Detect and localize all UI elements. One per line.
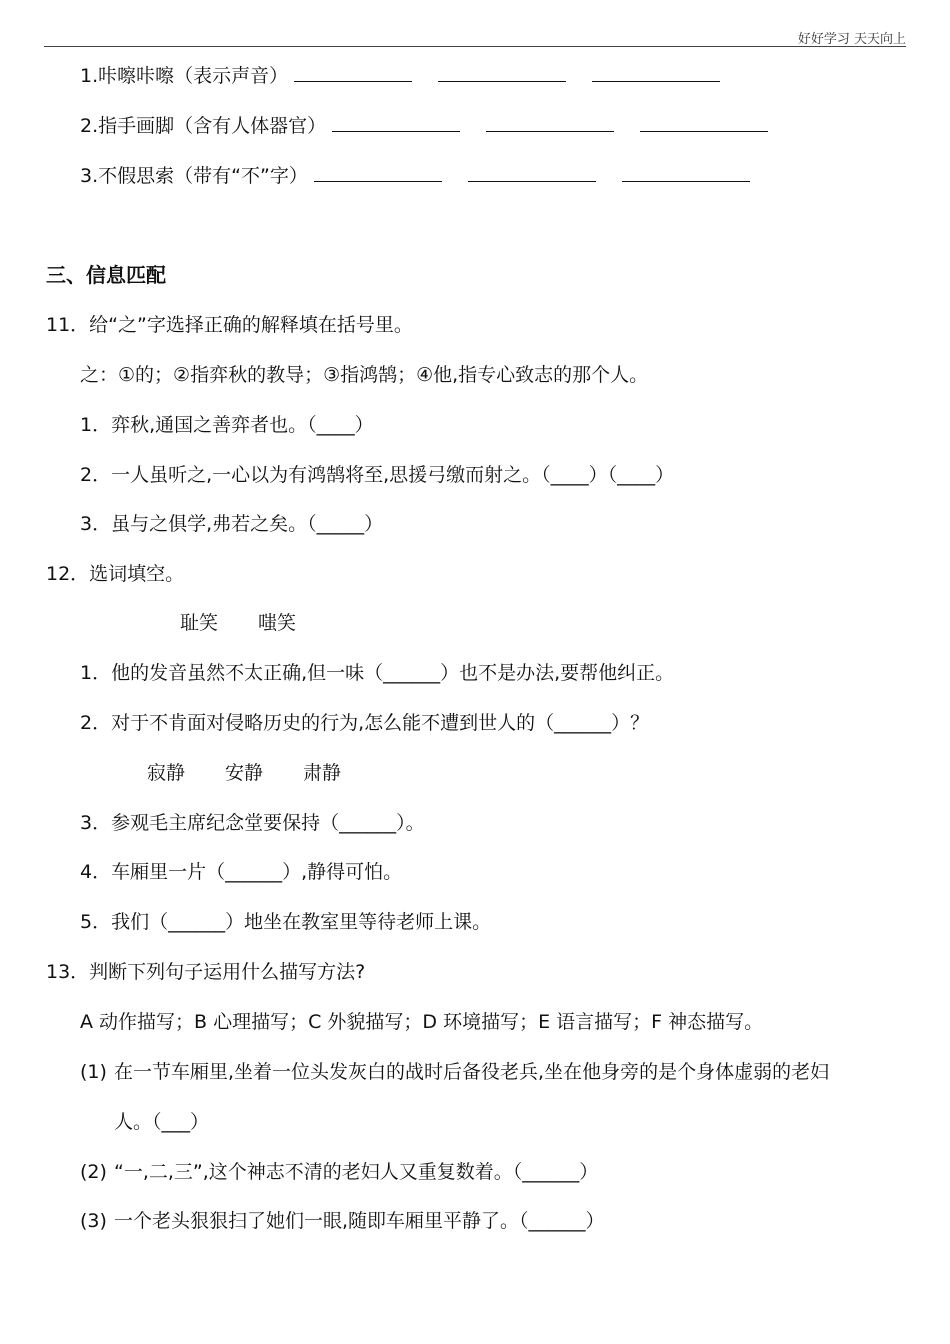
word-option: 肃静	[303, 762, 342, 784]
q11-stem: 11．给“之”字选择正确的解释填在括号里。	[46, 314, 413, 336]
q12-item-5: 5．我们（______）地坐在教室里等待老师上课。	[80, 911, 492, 933]
q13-item-2	[80, 1158, 598, 1186]
word-option: 寂静	[147, 762, 186, 784]
word-option: 嗤笑	[258, 612, 297, 634]
q12-item-2: 2．对于不肯面对侵略历史的行为,怎么能不遭到世人的（______）？	[80, 712, 650, 734]
idiom-item-2	[80, 112, 768, 140]
answer-blank[interactable]	[294, 62, 412, 82]
q12-item-4: 4．车厢里一片（______）,静得可怕。	[80, 861, 403, 883]
answer-blank[interactable]	[486, 112, 614, 132]
answer-blank[interactable]	[622, 162, 750, 182]
idiom-item-1-text: 1.咔嚓咔嚓（表示声音）	[80, 65, 289, 87]
q13-item-1-cont: 人。（___）	[114, 1111, 210, 1133]
q11-item-3: 3．虽与之俱学,弗若之矣。（_____）	[80, 513, 384, 535]
q13-item-2-text: “一,二,三”,这个神志不清的老妇人又重复数着。（______）	[114, 1161, 599, 1183]
answer-blank[interactable]	[592, 62, 720, 82]
word-option: 耻笑	[180, 612, 219, 634]
q12-stem: 12．选词填空。	[46, 563, 185, 585]
header-rule	[44, 46, 906, 47]
q13-options: A 动作描写；B 心理描写；C 外貌描写；D 环境描写；E 语言描写；F 神态描写。	[80, 1011, 764, 1033]
idiom-item-1	[80, 62, 720, 90]
q11-item-1: 1．弈秋,通国之善弈者也。（____）	[80, 414, 374, 436]
q12-word-box-2	[147, 759, 381, 787]
q13-item-3	[80, 1207, 605, 1235]
item-number: (1)	[80, 1061, 107, 1083]
item-number: (3)	[80, 1210, 107, 1232]
q13-stem: 13．判断下列句子运用什么描写方法?	[46, 961, 366, 983]
item-number: (2)	[80, 1161, 107, 1183]
idiom-item-3-text: 3.不假思索（带有“不”字）	[80, 165, 308, 187]
answer-blank[interactable]	[332, 112, 460, 132]
q11-item-2: 2．一人虽听之,一心以为有鸿鹄将至,思援弓缴而射之。（____）（____）	[80, 464, 675, 486]
answer-blank[interactable]	[438, 62, 566, 82]
header-slogan: 好好学习 天天向上	[797, 32, 906, 47]
answer-blank[interactable]	[640, 112, 768, 132]
q12-item-3: 3．参观毛主席纪念堂要保持（______）。	[80, 812, 425, 834]
q13-item-1	[80, 1058, 829, 1086]
section-title: 三、信息匹配	[46, 263, 166, 287]
q12-word-box-1	[180, 609, 336, 637]
answer-blank[interactable]	[314, 162, 442, 182]
idiom-item-2-text: 2.指手画脚（含有人体器官）	[80, 115, 327, 137]
answer-blank[interactable]	[468, 162, 596, 182]
word-option: 安静	[225, 762, 264, 784]
idiom-item-3	[80, 162, 750, 190]
q11-definitions: 之：①的；②指弈秋的教导；③指鸿鹄；④他,指专心致志的那个人。	[80, 364, 649, 386]
q13-item-3-text: 一个老头狠狠扫了她们一眼,随即车厢里平静了。（______）	[114, 1210, 605, 1232]
q13-item-1-text: 在一节车厢里,坐着一位头发灰白的战时后备役老兵,坐在他身旁的是个身体虚弱的老妇	[114, 1061, 830, 1083]
q12-item-1: 1．他的发音虽然不太正确,但一味（______）也不是办法,要帮他纠正。	[80, 662, 675, 684]
